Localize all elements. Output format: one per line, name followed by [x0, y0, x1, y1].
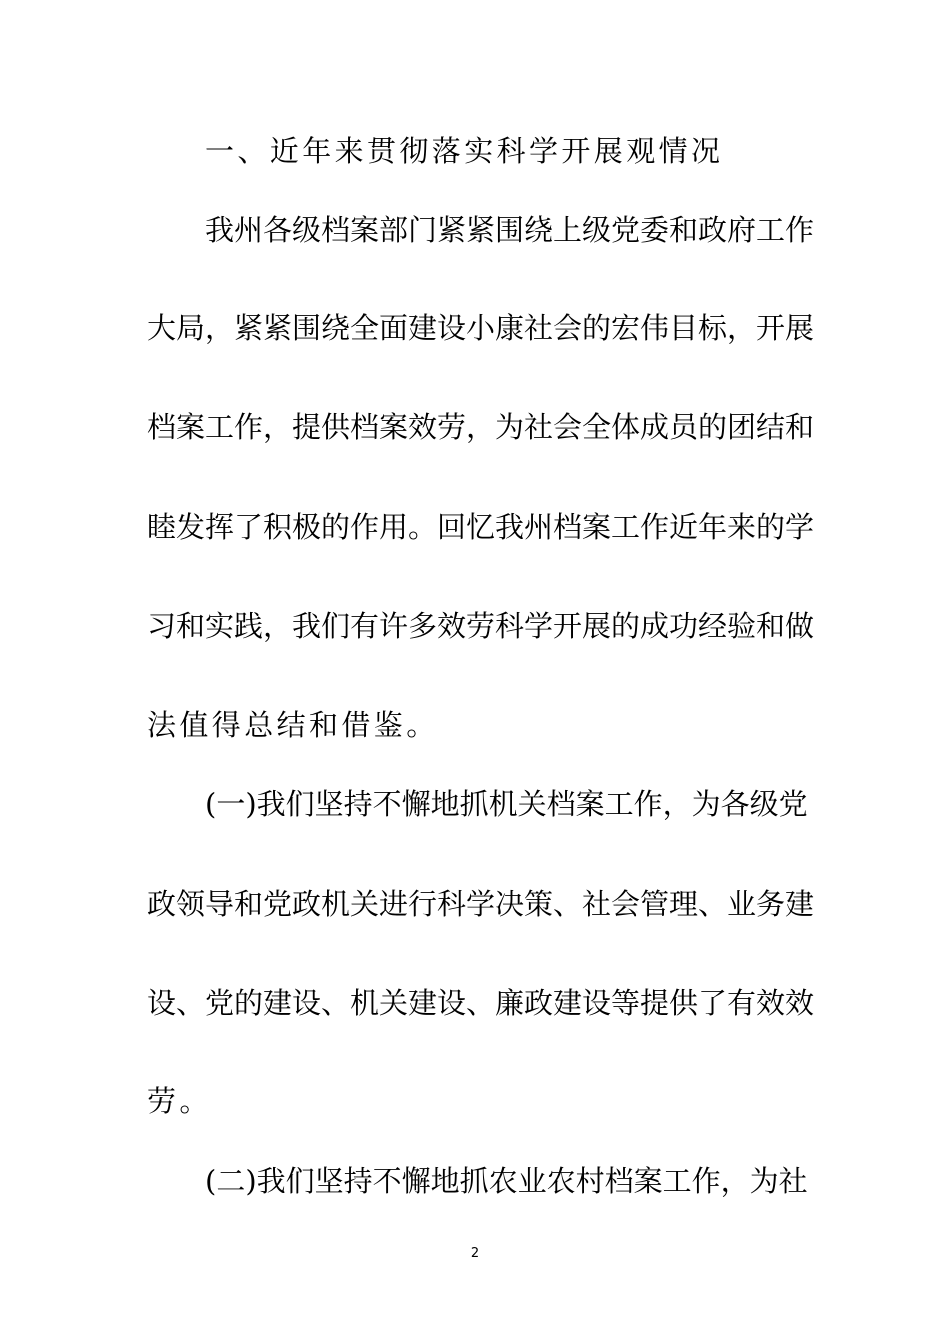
paragraph-line: 设、党的建设、机关建设、廉政建设等提供了有效效 [147, 986, 815, 1020]
paragraph-line: 政领导和党政机关进行科学决策、社会管理、业务建 [147, 887, 815, 921]
paragraph-line: 我州各级档案部门紧紧围绕上级党委和政府工作 [205, 213, 815, 247]
subsection-line: (一)我们坚持不懈地抓机关档案工作，为各级党 [205, 787, 808, 821]
paragraph-line: 档案工作，提供档案效劳，为社会全体成员的团结和 [147, 410, 815, 444]
paragraph-line: 睦发挥了积极的作用。回忆我州档案工作近年来的学 [147, 510, 815, 544]
paragraph-line: 法值得总结和借鉴。 [147, 708, 439, 742]
section-heading: 一、近年来贯彻落实科学开展观情况 [205, 134, 724, 168]
paragraph-line: 劳。 [147, 1084, 212, 1118]
paragraph-line: 大局，紧紧围绕全面建设小康社会的宏伟目标，开展 [147, 311, 815, 345]
subsection-line: (二)我们坚持不懈地抓农业农村档案工作，为社 [205, 1164, 808, 1198]
paragraph-line: 习和实践，我们有许多效劳科学开展的成功经验和做 [147, 609, 815, 643]
page-number: 2 [470, 1246, 480, 1261]
